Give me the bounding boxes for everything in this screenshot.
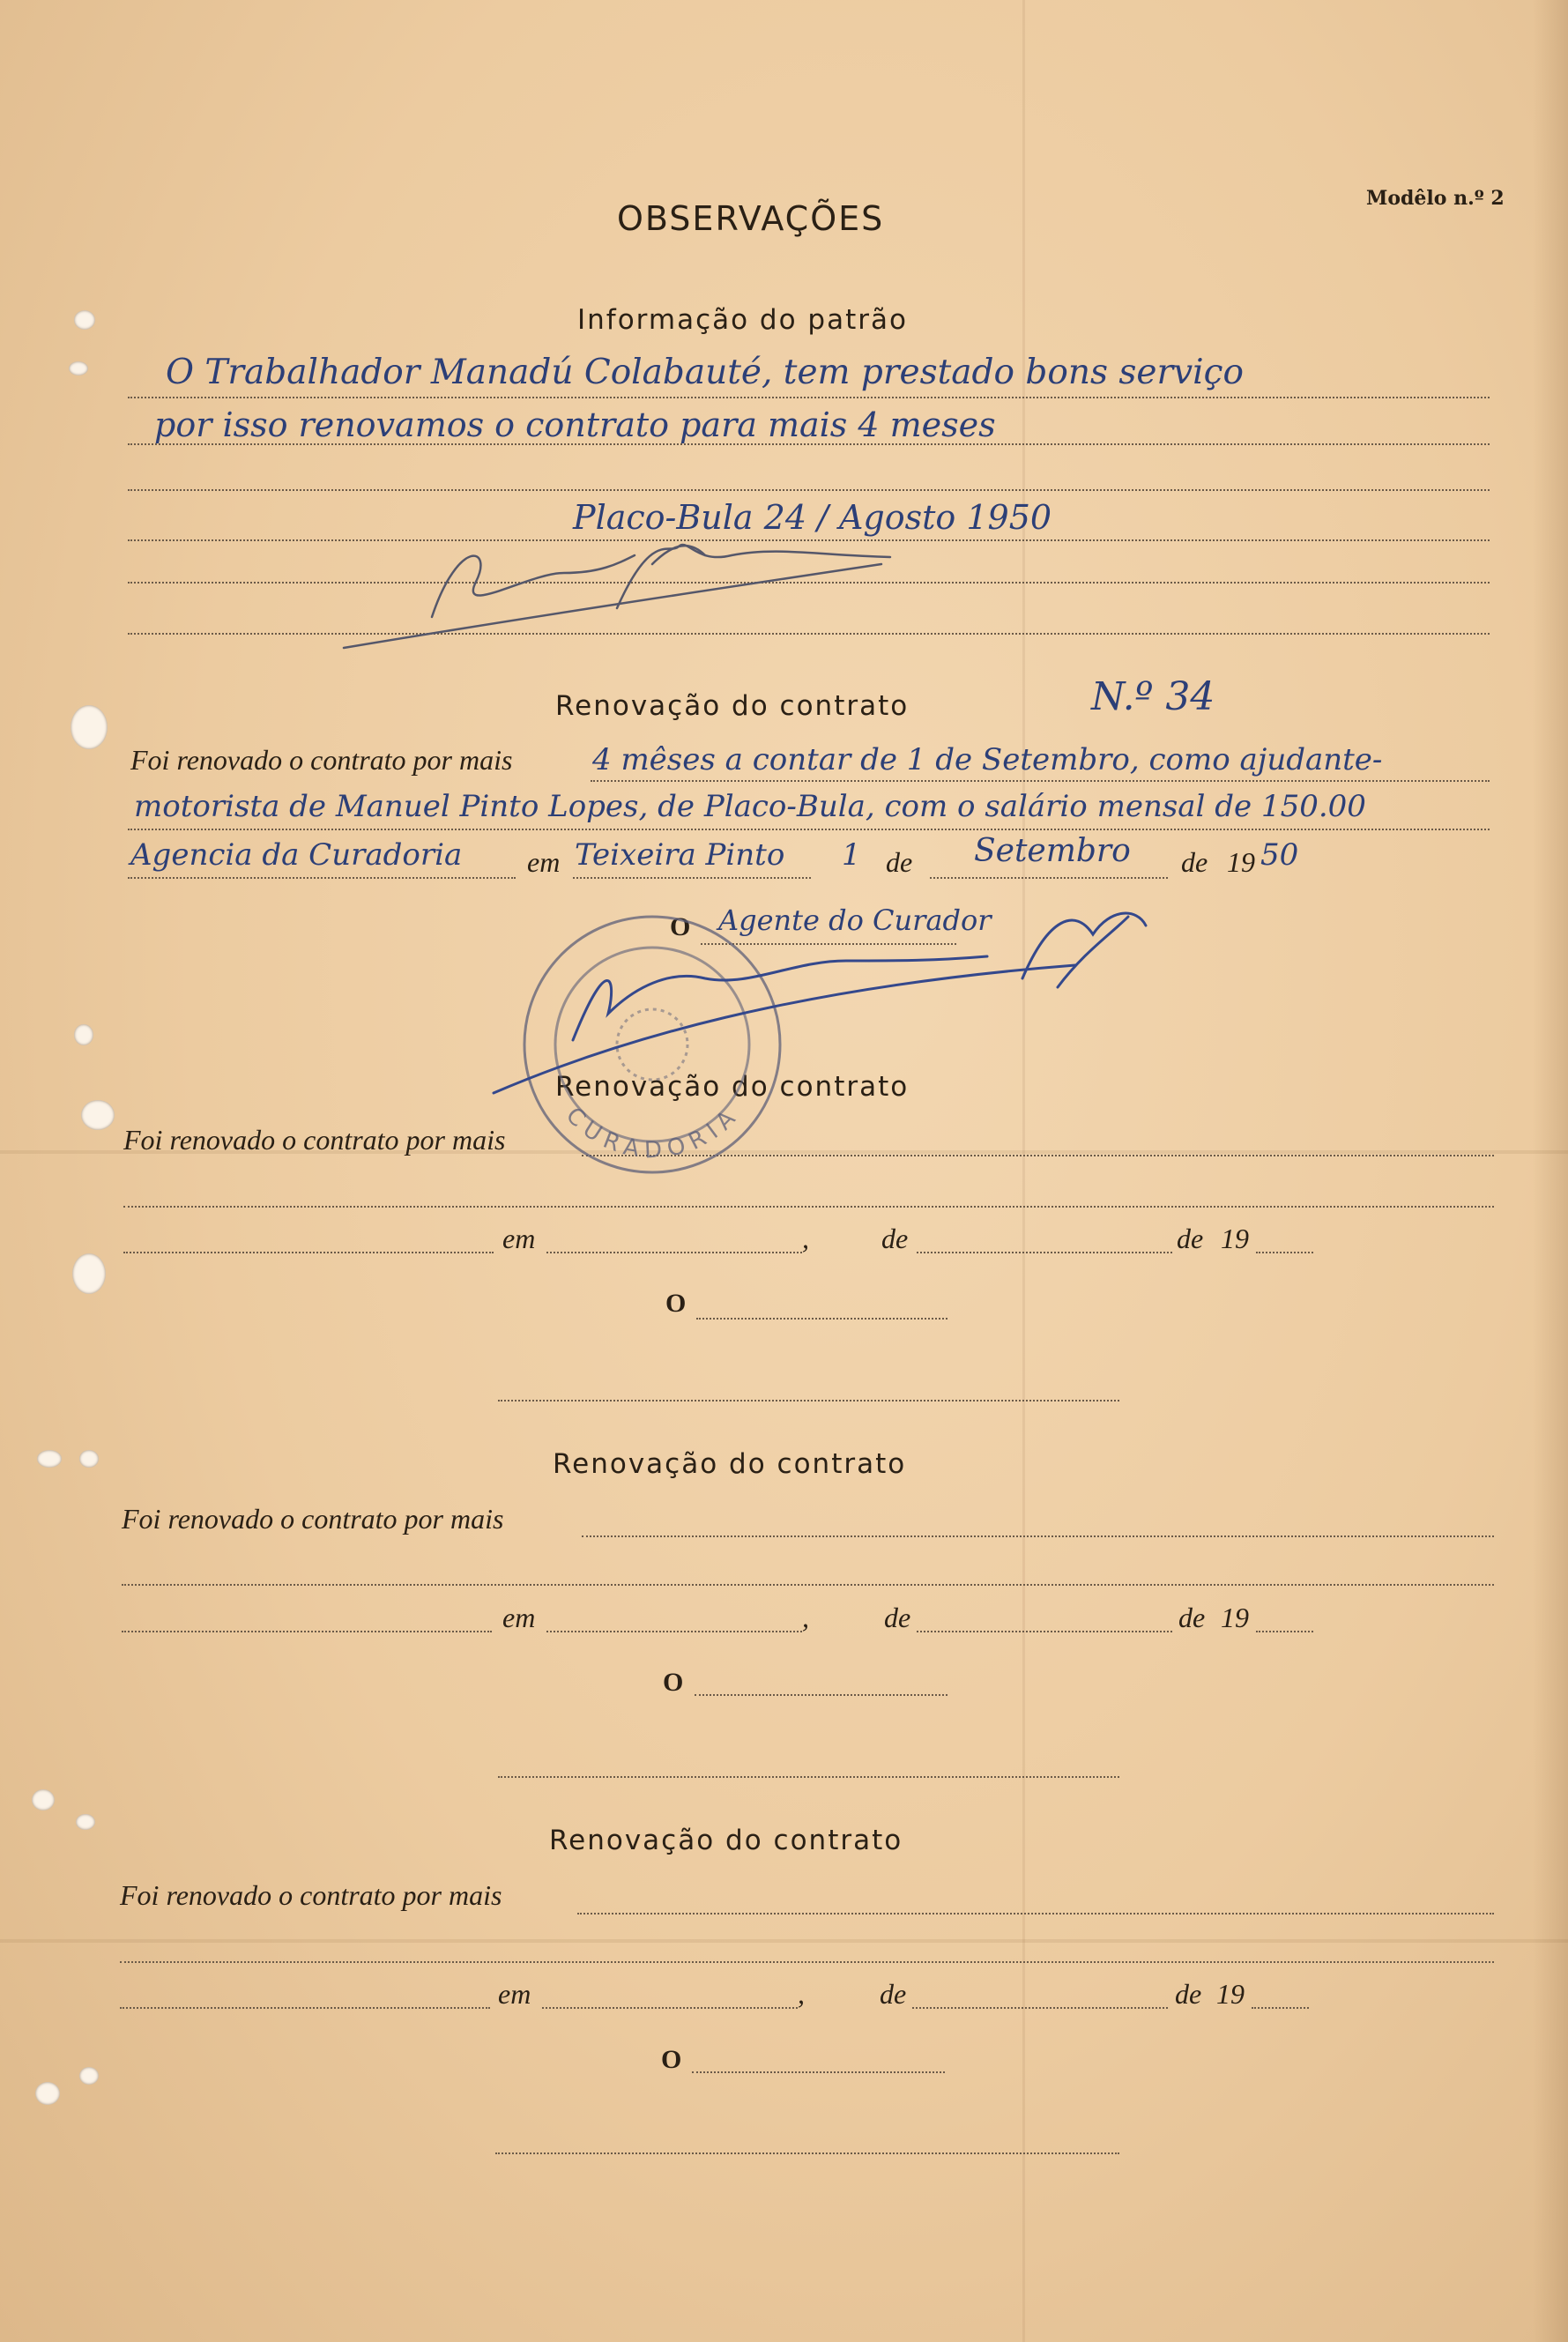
renewal-em-label: em: [527, 846, 561, 878]
renewal-de-label: de: [1181, 846, 1208, 878]
renewal-prefix: Foi renovado o contrato por mais: [123, 1124, 506, 1156]
svg-text:CURADORIA: CURADORIA: [560, 1100, 746, 1164]
renewal-prefix: Foi renovado o contrato por mais: [120, 1879, 502, 1911]
renewal-em-label: em: [502, 1602, 536, 1633]
renewal-de-label: de: [1177, 1223, 1204, 1254]
renewal-de-label: de: [884, 1602, 911, 1633]
employer-note-line-1: O Trabalhador Manadú Colabauté, tem prestado bons serviço: [166, 353, 1244, 392]
renewal-period: 4 mêses a contar de 1 de Setembro, como ajudante-: [592, 742, 1383, 777]
renewal-prefix: Foi renovado o contrato por mais: [122, 1503, 504, 1535]
employer-place-date: Placo-Bula 24 / Agosto 1950: [573, 498, 1052, 537]
signer-o-label: O: [665, 1289, 687, 1318]
renewal-heading: Renovação do contrato: [553, 1448, 907, 1480]
renewal-heading: Renovação do contrato: [555, 1071, 910, 1103]
renewal-comma: ,: [798, 1978, 805, 2010]
employer-signature: [344, 545, 890, 648]
employer-info-heading: Informação do patrão: [577, 304, 908, 336]
renewal-prefix: Foi renovado o contrato por mais: [130, 744, 513, 776]
signer-o-label: O: [663, 1668, 684, 1697]
renewal-year-prefix: 19: [1227, 846, 1255, 878]
renewal-signer-title: Agente do Curador: [718, 903, 992, 937]
renewal-location: Teixeira Pinto: [575, 837, 785, 873]
signer-o-label: O: [661, 2045, 682, 2074]
renewal-de-label: de: [1175, 1978, 1202, 2010]
renewal-comma: ,: [802, 1602, 809, 1633]
renewal-day: 1: [842, 837, 861, 873]
renewal-em-label: em: [498, 1978, 531, 2010]
renewal-terms: motorista de Manuel Pinto Lopes, de Placo-Bula, com o salário mensal de 150.00: [134, 789, 1366, 824]
agent-signature: [494, 913, 1146, 1093]
employer-note-line-2: por isso renovamos o contrato para mais 4 meses: [154, 405, 996, 444]
renewal-heading: Renovação do contrato: [549, 1825, 903, 1856]
model-number: Modêlo n.º 2: [1366, 187, 1505, 210]
signer-o-label: O: [670, 912, 691, 941]
renewal-de-label: de: [881, 1223, 909, 1254]
renewal-number: N.º 34: [1091, 674, 1215, 719]
renewal-year-prefix: 19: [1216, 1978, 1245, 2010]
renewal-heading: Renovação do contrato: [555, 690, 910, 722]
renewal-place: Agencia da Curadoria: [130, 837, 463, 873]
renewal-em-label: em: [502, 1223, 536, 1254]
renewal-month: Setembro: [974, 833, 1131, 869]
renewal-de-label: de: [886, 846, 913, 878]
renewal-year-suffix: 50: [1260, 837, 1299, 873]
renewal-de-label: de: [1178, 1602, 1206, 1633]
page-title: OBSERVAÇÕES: [617, 199, 885, 238]
renewal-de-label: de: [880, 1978, 907, 2010]
renewal-year-prefix: 19: [1221, 1602, 1249, 1633]
renewal-year-prefix: 19: [1221, 1223, 1249, 1254]
renewal-comma: ,: [802, 1223, 809, 1254]
curadoria-stamp: [524, 917, 780, 1172]
